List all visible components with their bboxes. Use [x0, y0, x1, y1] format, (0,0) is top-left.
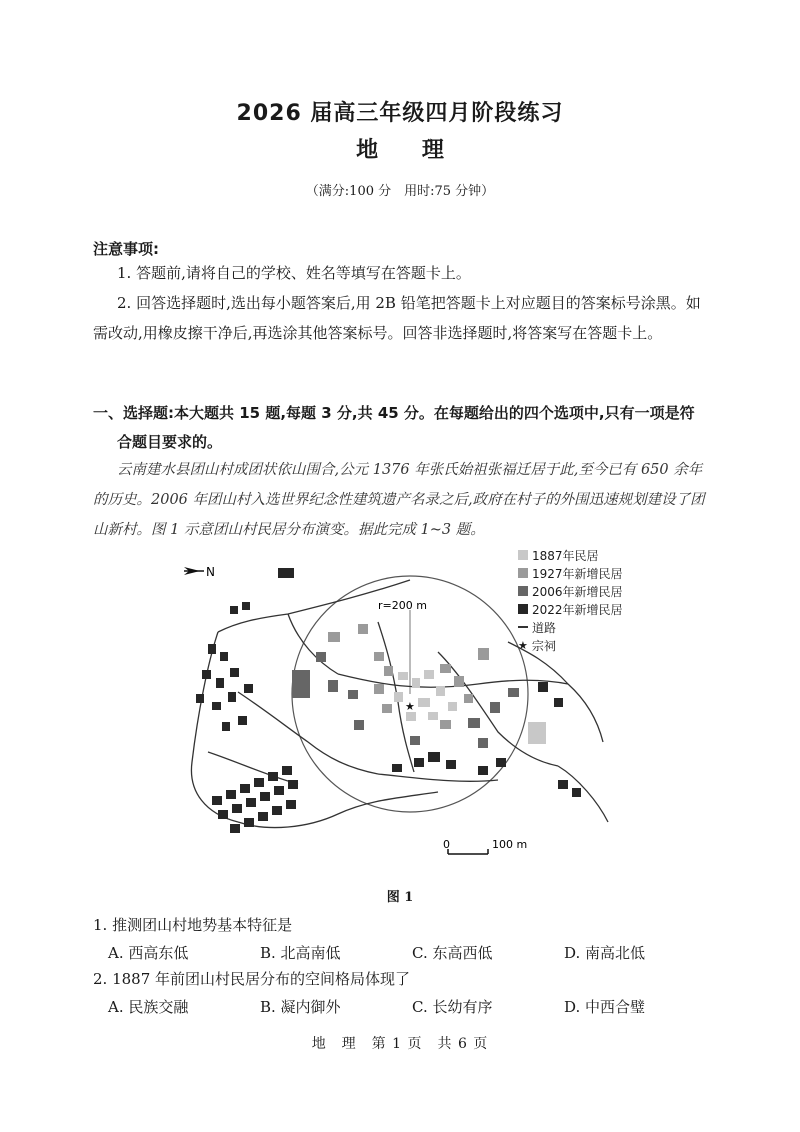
star-icon: ★	[518, 638, 528, 652]
question-1-option-d[interactable]: D. 南高北低	[564, 944, 646, 962]
question-2-option-b[interactable]: B. 凝内御外	[260, 998, 341, 1016]
radius-label: r=200 m	[378, 599, 427, 612]
map-legend	[518, 546, 623, 654]
exam-meta: （满分:100 分 用时:75 分钟）	[305, 184, 495, 199]
legend-label: 2006年新增民居	[532, 584, 623, 599]
section-heading-line2: 合题目要求的。	[117, 433, 223, 451]
road-line-icon	[518, 626, 528, 628]
question-1-option-c[interactable]: C. 东高西低	[412, 944, 493, 962]
scale-label: 100 m	[492, 838, 528, 851]
legend-label: 1887年民居	[532, 548, 599, 563]
houses-1887	[394, 670, 546, 744]
legend-item-road	[518, 618, 623, 636]
question-2-stem: 2. 1887 年前团山村民居分布的空间格局体现了	[93, 970, 411, 988]
legend-swatch	[518, 568, 528, 578]
question-2-option-a[interactable]: A. 民族交融	[108, 998, 189, 1016]
notice-title: 注意事项:	[93, 240, 159, 258]
question-2-options	[108, 996, 728, 1020]
page-footer: 地 理 第 1 页 共 6 页	[311, 1036, 489, 1052]
notice-item-1: 1. 答题前,请将自己的学校、姓名等填写在答题卡上。	[117, 264, 471, 282]
question-1-option-a[interactable]: A. 西高东低	[108, 944, 189, 962]
legend-item-1927	[518, 564, 623, 582]
legend-label: 1927年新增民居	[532, 566, 623, 581]
legend-swatch	[518, 550, 528, 560]
ancestral-hall-icon: ★	[405, 700, 415, 713]
scale-zero: 0	[443, 838, 450, 851]
section-heading-line1: 一、选择题:本大题共 15 题,每题 3 分,共 45 分。在每题给出的四个选项中,只有一项是符	[93, 404, 695, 422]
question-1-options	[108, 942, 728, 966]
village-map-figure	[178, 548, 630, 870]
exam-title: 2026 届高三年级四月阶段练习	[236, 101, 564, 126]
section-heading	[93, 399, 713, 457]
question-1-stem: 1. 推测团山村地势基本特征是	[93, 916, 293, 934]
legend-label: 2022年新增民居	[532, 602, 623, 617]
north-arrow-icon	[184, 567, 204, 575]
legend-label: 宗祠	[531, 638, 556, 653]
legend-item-hall	[518, 636, 623, 654]
legend-item-2006	[518, 582, 623, 600]
north-label: N	[206, 565, 215, 579]
scale-bar	[448, 849, 488, 854]
legend-item-1887	[518, 546, 623, 564]
legend-swatch	[518, 604, 528, 614]
question-intro: 云南建水县团山村成团状依山围合,公元 1376 年张氏始祖张福迁居于此,至今已有 650 余年的历史。2006 年团山村入选世界纪念性建筑遗产名录之后,政府在村子的外围迅速规划建设了团山新村。图 1 示意团山村民居分布演变。据此完成 1~3 题。	[93, 462, 705, 538]
legend-label: 道路	[532, 620, 557, 635]
legend-item-2022	[518, 600, 623, 618]
question-2-option-d[interactable]: D. 中西合璧	[564, 998, 646, 1016]
question-1-option-b[interactable]: B. 北高南低	[260, 944, 341, 962]
question-2-option-c[interactable]: C. 长幼有序	[412, 998, 493, 1016]
notice-item-2: 2. 回答选择题时,选出每小题答案后,用 2B 铅笔把答题卡上对应题目的答案标号涂黑。如需改动,用橡皮擦干净后,再选涂其他答案标号。回答非选择题时,将答案写在答题卡上。	[93, 294, 701, 342]
subject-title: 地 理	[356, 138, 462, 163]
figure-caption: 图 1	[386, 890, 414, 905]
legend-swatch	[518, 586, 528, 596]
